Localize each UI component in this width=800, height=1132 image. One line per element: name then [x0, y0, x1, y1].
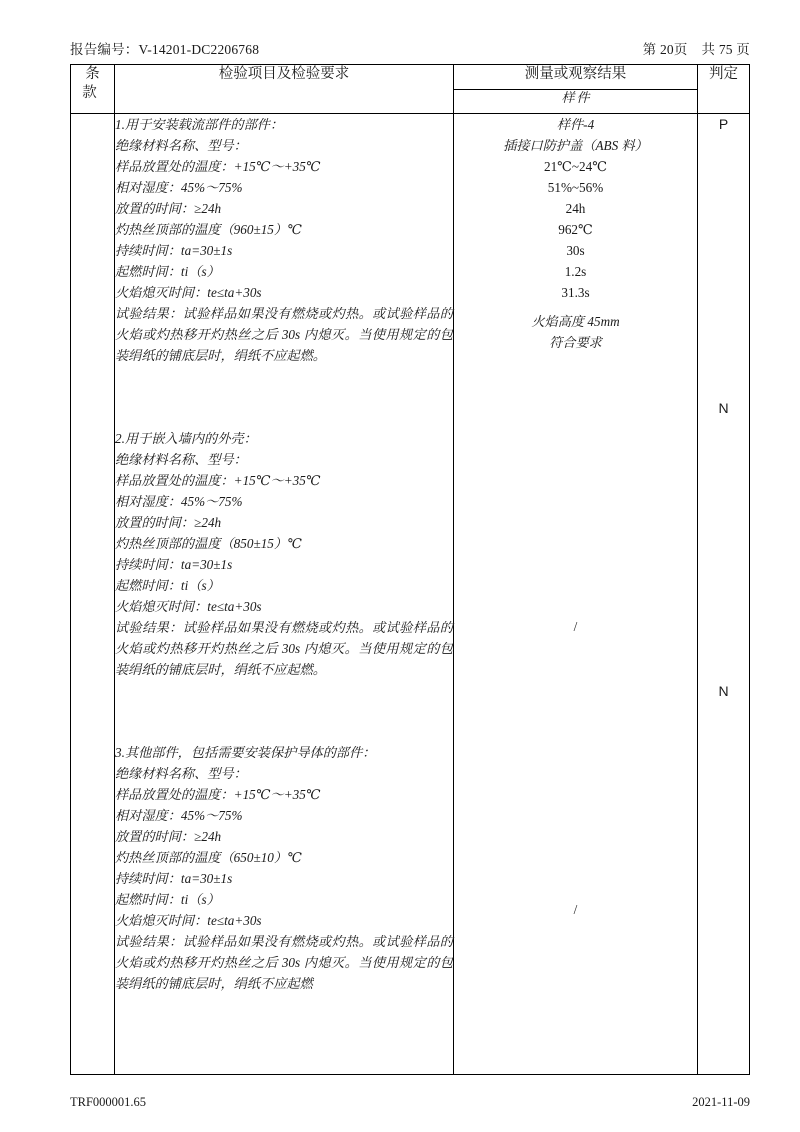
section-line: 火焰熄灭时间：te≤ta+30s	[115, 913, 262, 928]
header-clause: 条 款	[71, 65, 115, 114]
page-current: 第 20页	[642, 42, 688, 57]
section-line: 样品放置处的温度：+15℃～+35℃	[115, 473, 321, 488]
verdict-value: N	[718, 400, 729, 416]
page-indicator	[643, 38, 750, 58]
section-line: 起燃时间：ti（s）	[115, 892, 220, 907]
section-line: 绝缘材料名称、型号：	[115, 138, 247, 153]
result-note: 火焰高度 45mm	[531, 314, 620, 329]
report-number: 报告编号：V-14201-DC2206768	[70, 42, 260, 57]
section-paragraph: 试验结果：试验样品如果没有燃烧或灼热。或试验样品的火焰或灼热移开灼热丝之后 30s 内熄灭。当使用规定的包装绢纸的铺底层时，绢纸不应起燃	[115, 934, 453, 991]
section-line: 样品放置处的温度：+15℃～+35℃	[115, 159, 321, 174]
header-verdict: 判定	[698, 65, 750, 114]
result-spacer	[454, 353, 697, 616]
form-number: TRF000001.65	[70, 1095, 147, 1109]
test-result-table	[70, 64, 750, 1075]
item-cell	[115, 114, 454, 1075]
header-result-sub: 样件	[454, 90, 698, 114]
section-title: 3.其他部件，包括需要安装保护导体的部件：	[115, 745, 376, 760]
result-value: /	[573, 902, 578, 917]
section-line: 放置的时间：≥24h	[115, 201, 222, 216]
section-line: 灼热丝顶部的温度（960±15）℃	[115, 222, 302, 237]
section-line: 放置的时间：≥24h	[115, 829, 222, 844]
clause-cell	[71, 114, 115, 1075]
result-value: 51%~56%	[547, 180, 604, 195]
verdict-value: N	[718, 683, 729, 699]
document-footer	[70, 1095, 750, 1110]
section-line: 灼热丝顶部的温度（650±10）℃	[115, 850, 302, 865]
table-row	[71, 114, 750, 1075]
header-result-group: 测量或观察结果	[454, 65, 698, 90]
item-section-2	[115, 428, 453, 680]
header-item: 检验项目及检验要求	[115, 65, 454, 114]
section-line: 绝缘材料名称、型号：	[115, 766, 247, 781]
result-value: 24h	[565, 201, 586, 216]
result-value: 插接口防护盖（ABS 料）	[503, 138, 648, 153]
result-section-1	[454, 114, 697, 353]
item-section-1	[115, 114, 453, 366]
section-title: 2.用于嵌入墙内的外壳：	[115, 431, 257, 446]
verdict-spacer	[698, 419, 749, 681]
section-line: 持续时间：ta=30±1s	[115, 557, 233, 572]
section-line: 起燃时间：ti（s）	[115, 578, 220, 593]
verdict-value: P	[718, 116, 729, 132]
result-value: 962℃	[558, 222, 593, 237]
result-cell	[454, 114, 698, 1075]
section-line: 火焰熄灭时间：te≤ta+30s	[115, 599, 262, 614]
footer-date: 2021-11-09	[692, 1095, 750, 1109]
section-title: 1.用于安装载流部件的部件：	[115, 117, 284, 132]
result-section-2	[454, 616, 697, 637]
section-line: 火焰熄灭时间：te≤ta+30s	[115, 285, 262, 300]
result-spacer	[454, 637, 697, 899]
document-header	[70, 38, 750, 58]
verdict-spacer	[698, 135, 749, 398]
result-value: /	[573, 619, 578, 634]
section-line: 起燃时间：ti（s）	[115, 264, 220, 279]
table-header-row	[71, 65, 750, 90]
result-section-3	[454, 899, 697, 920]
section-line: 持续时间：ta=30±1s	[115, 871, 233, 886]
result-value: 31.3s	[561, 285, 590, 300]
verdict-cell	[698, 114, 750, 1075]
section-line: 相对湿度：45%～75%	[115, 494, 243, 509]
section-line: 绝缘材料名称、型号：	[115, 452, 247, 467]
section-line: 放置的时间：≥24h	[115, 515, 222, 530]
result-value: 1.2s	[564, 264, 587, 279]
section-line: 持续时间：ta=30±1s	[115, 243, 233, 258]
page-total: 共 75 页	[701, 42, 750, 57]
result-note: 符合要求	[549, 335, 602, 350]
result-value: 21℃~24℃	[543, 159, 607, 174]
result-value: 样件-4	[556, 117, 595, 132]
section-line: 相对湿度：45%～75%	[115, 808, 243, 823]
item-section-3	[115, 742, 453, 994]
section-paragraph: 试验结果：试验样品如果没有燃烧或灼热。或试验样品的火焰或灼热移开灼热丝之后 30s 内熄灭。当使用规定的包装绢纸的铺底层时，绢纸不应起燃。	[115, 306, 453, 363]
section-line: 样品放置处的温度：+15℃～+35℃	[115, 787, 321, 802]
section-line: 相对湿度：45%～75%	[115, 180, 243, 195]
section-line: 灼热丝顶部的温度（850±15）℃	[115, 536, 302, 551]
section-paragraph: 试验结果：试验样品如果没有燃烧或灼热。或试验样品的火焰或灼热移开灼热丝之后 30s 内熄灭。当使用规定的包装绢纸的铺底层时，绢纸不应起燃。	[115, 620, 453, 677]
result-value: 30s	[566, 243, 585, 258]
